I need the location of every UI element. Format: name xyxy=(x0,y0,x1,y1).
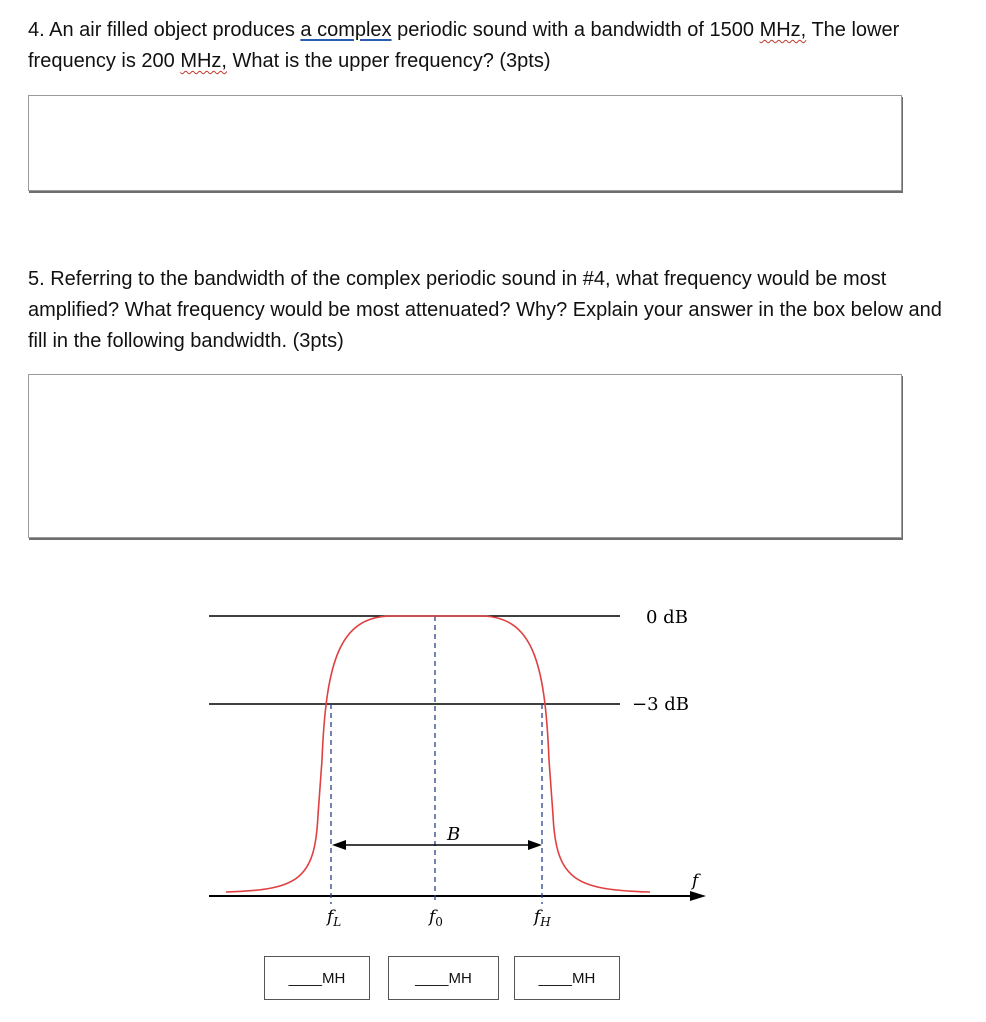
bandwidth-diagram xyxy=(0,560,986,950)
q4-text-2: periodic sound with a bandwidth of 1500 xyxy=(391,19,760,41)
answer-box-q5[interactable] xyxy=(28,374,902,538)
label-minus-3db: −3 dB xyxy=(632,694,690,715)
label-0db: 0 dB xyxy=(646,607,688,628)
q4-underlined-phrase: a complex xyxy=(300,19,392,41)
axis-arrow-icon xyxy=(690,891,706,901)
label-fh: $f_H$ xyxy=(534,907,551,929)
question-4 xyxy=(28,15,958,77)
response-curve xyxy=(226,616,650,892)
label-fl: $f_L$ xyxy=(327,907,342,929)
question-5 xyxy=(28,264,958,357)
label-f0: $f_0$ xyxy=(429,907,443,929)
label-frequency: f xyxy=(692,871,699,891)
fill-box-fh[interactable]: ____MH xyxy=(514,956,620,1000)
q4-unit-2: MHz, xyxy=(180,50,227,72)
fill-box-f0[interactable]: ____MH xyxy=(388,956,499,1000)
answer-box-q4[interactable] xyxy=(28,95,902,191)
bandwidth-arrow-left-icon xyxy=(332,840,346,850)
q4-text-4: What is the upper frequency? (3pts) xyxy=(227,50,551,72)
q5-text: 5. Referring to the bandwidth of the complex periodic sound in #4, what frequency would be most amplified? What frequency would be most attenuated? Why? Explain your answer in the box below and fill in the following bandwidth. (3pts) xyxy=(28,268,942,352)
q4-text-1: 4. An air filled object produces xyxy=(28,19,301,41)
q4-text-3: The lower frequency is 200 xyxy=(28,19,900,72)
fill-box-fl[interactable]: ____MH xyxy=(264,956,370,1000)
q4-unit-1: MHz, xyxy=(759,19,807,41)
bandwidth-arrow-right-icon xyxy=(528,840,542,850)
label-bandwidth: B xyxy=(447,824,461,845)
